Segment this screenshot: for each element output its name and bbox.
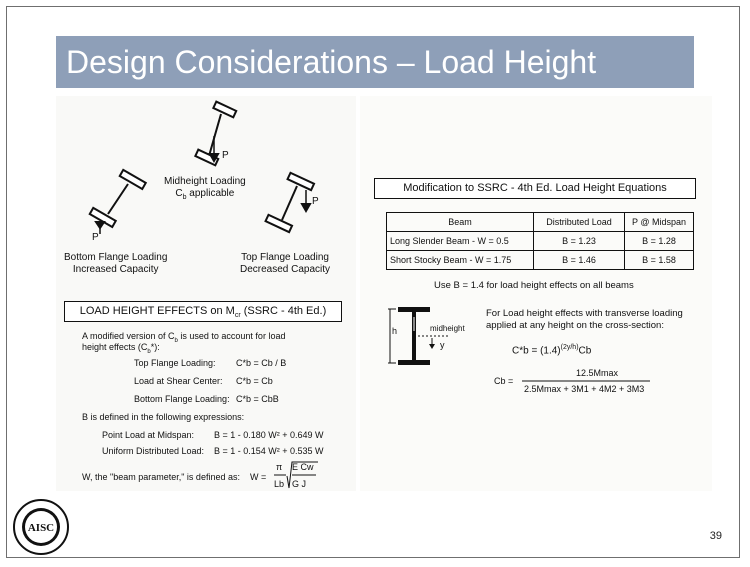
- w-eq-lhs: W =: [250, 472, 267, 482]
- page-number: 39: [709, 530, 722, 542]
- load-p-top: P: [312, 196, 319, 207]
- slide-title: Design Considerations – Load Height: [66, 44, 597, 80]
- bottom-flange-label: Bottom Flange Loading Increased Capacity: [64, 252, 168, 275]
- uniform-load: Uniform Distributed Load:: [102, 446, 205, 456]
- table-header: Distributed Load: [534, 213, 625, 232]
- table-row: [387, 251, 694, 270]
- effects-intro-2: height effects $(C_b*)$:: [82, 342, 160, 355]
- table-cell: Short Stocky Beam - W = 1.75: [387, 251, 534, 270]
- midheight-marker: midheight: [430, 324, 465, 333]
- modification-header: Modification to SSRC - 4th Ed. Load Height Equations: [374, 178, 696, 199]
- scanned-figure-right: [360, 96, 712, 491]
- shear-center-loading: Load at Shear Center:: [134, 376, 223, 386]
- uniform-load-eq: B = 1 - 0.154 W² + 0.535 W: [214, 446, 324, 456]
- w-eq-den: Lb: [274, 479, 285, 489]
- top-flange-loading: Top Flange Loading:: [134, 358, 216, 368]
- bottom-flange-loading: Bottom Flange Loading:: [134, 394, 230, 404]
- point-load-eq: B = 1 - 0.180 W² + 0.649 W: [214, 430, 324, 440]
- table-header: Beam: [387, 213, 534, 232]
- top-flange-eq: C*b = Cb / B: [236, 358, 287, 368]
- eq-cb-num: 12.5Mmax: [576, 368, 619, 378]
- load-height-table: [386, 212, 694, 270]
- table-cell: B = 1.28: [625, 232, 694, 251]
- midheight-label: Midheight Loading $C_b$ applicable: [164, 176, 246, 201]
- b-defined: B is defined in the following expressions:: [82, 412, 245, 422]
- point-load: Point Load at Midspan:: [102, 430, 195, 440]
- logo-text: AISC: [27, 522, 55, 534]
- table-header-row: [387, 213, 694, 232]
- table-row: [387, 232, 694, 251]
- y-label: y: [440, 340, 445, 350]
- load-p-bottom: P: [92, 232, 99, 243]
- midheight-beam: [195, 102, 236, 166]
- ibeam-section: [388, 305, 452, 373]
- w-eq-lines: [270, 460, 330, 492]
- eq-cb-lhs: Cb =: [494, 376, 514, 386]
- effects-header: LOAD HEIGHT EFFECTS on $M_{cr}$ (SSRC - 4th Ed.): [64, 301, 342, 322]
- table-cell: Long Slender Beam - W = 0.5: [387, 232, 534, 251]
- table-cell: B = 1.46: [534, 251, 625, 270]
- aisc-logo: [12, 498, 70, 556]
- h-label: h: [392, 326, 398, 336]
- effects-intro-1: A modified version of $C_b$ is used to account for load: [82, 331, 286, 344]
- load-p-mid: P: [222, 150, 229, 161]
- load-height-note: Use B = 1.4 for load height effects on all beams: [434, 280, 634, 291]
- bottom-flange-eq: C*b = CbB: [236, 394, 279, 404]
- shear-center-eq: C*b = Cb: [236, 376, 273, 386]
- table-cell: B = 1.23: [534, 232, 625, 251]
- w-eq-root-num: E Cw: [292, 462, 314, 472]
- top-beam: [266, 173, 315, 232]
- desc-line-1: For Load height effects with transverse loading: [486, 308, 683, 319]
- w-eq-root-den: G J: [292, 479, 307, 489]
- eq-cb-star: $C*b = (1.4)^{(2y/h)}Cb$: [512, 344, 592, 357]
- table-cell: B = 1.58: [625, 251, 694, 270]
- bottom-beam: [90, 170, 146, 234]
- top-flange-label: Top Flange Loading Decreased Capacity: [240, 252, 331, 275]
- title-bar: [56, 36, 694, 88]
- w-defined: W, the "beam parameter," is defined as:: [82, 472, 240, 482]
- w-eq-num: π: [276, 462, 283, 472]
- desc-line-2: applied at any height on the cross-section:: [486, 320, 664, 331]
- eq-cb-fraction-line: [522, 380, 652, 383]
- table-header: P @ Midspan: [625, 213, 694, 232]
- eq-cb-den: 2.5Mmax + 3M1 + 4M2 + 3M3: [524, 384, 645, 394]
